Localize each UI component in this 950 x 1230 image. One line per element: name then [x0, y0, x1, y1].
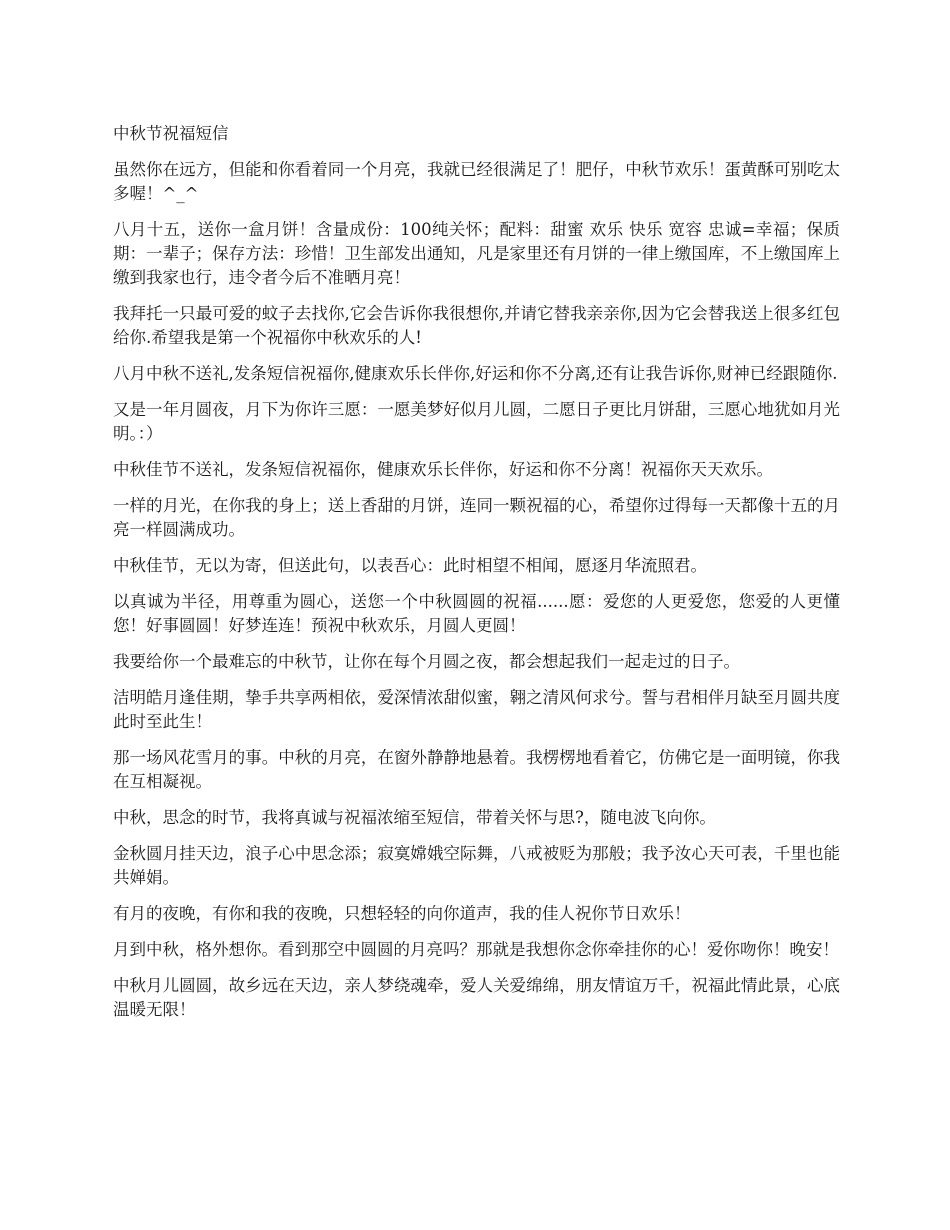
- paragraph: 虽然你在远方，但能和你看着同一个月亮，我就已经很满足了！肥仔，中秋节欢乐！蛋黄酥可别吃太多喔！^_^: [113, 160, 840, 203]
- document-body: [113, 122, 840, 1034]
- paragraph: 我要给你一个最难忘的中秋节，让你在每个月圆之夜，都会想起我们一起走过的日子。: [113, 652, 740, 671]
- paragraph: 那一场风花雪月的事。中秋的月亮，在窗外静静地悬着。我楞楞地看着它，仿佛它是一面明镜，你我在互相凝视。: [113, 748, 840, 791]
- paragraph: 八月中秋不送礼,发条短信祝福你,健康欢乐长伴你,好运和你不分离,还有让我告诉你,财神已经跟随你.: [113, 364, 838, 383]
- paragraph: 洁明皓月逢佳期，挚手共享两相依，爱深情浓甜似蜜，翱之清风何求兮。誓与君相伴月缺至月圆共度此时至此生！: [113, 688, 840, 731]
- paragraph: 月到中秋，格外想你。看到那空中圆圆的月亮吗？那就是我想你念你牵挂你的心！爱你吻你！晚安！: [113, 940, 839, 959]
- paragraph: 以真诚为半径，用尊重为圆心，送您一个中秋圆圆的祝福......愿：爱您的人更爱您，您爱的人更懂您！好事圆圆！好梦连连！预祝中秋欢乐，月圆人更圆！: [113, 592, 840, 635]
- paragraph: 八月十五，送你一盒月饼！含量成份：100纯关怀；配料：甜蜜 欢乐 快乐 宽容 忠诚=幸福；保质期：一辈子；保存方法：珍惜！卫生部发出通知，凡是家里还有月饼的一律上缴国库，不上缴国库上缴到我家也行，违令者今后不准晒月亮！: [113, 220, 840, 287]
- document-title: 中秋节祝福短信: [113, 124, 229, 143]
- paragraph: 一样的月光，在你我的身上；送上香甜的月饼，连同一颗祝福的心，希望你过得每一天都像十五的月亮一样圆满成功。: [113, 496, 840, 539]
- paragraph: 中秋佳节，无以为寄，但送此句，以表吾心：此时相望不相闻，愿逐月华流照君。: [113, 556, 707, 575]
- paragraph: 我拜托一只最可爱的蚊子去找你,它会告诉你我很想你,并请它替我亲亲你,因为它会替我送上很多红包给你.希望我是第一个祝福你中秋欢乐的人!: [113, 304, 840, 347]
- paragraph: 又是一年月圆夜，月下为你许三愿：一愿美梦好似月儿圆，二愿日子更比月饼甜，三愿心地犹如月光明。：）: [113, 400, 840, 443]
- paragraph: 中秋月儿圆圆，故乡远在天边，亲人梦绕魂牵，爱人关爱绵绵，朋友情谊万千，祝福此情此景，心底温暖无限！: [113, 976, 840, 1019]
- paragraph: 中秋佳节不送礼，发条短信祝福你，健康欢乐长伴你，好运和你不分离！祝福你天天欢乐。: [113, 460, 773, 479]
- paragraph: 有月的夜晚，有你和我的夜晚，只想轻轻的向你道声，我的佳人祝你节日欢乐！: [113, 904, 691, 923]
- paragraph: 中秋，思念的时节，我将真诚与祝福浓缩至短信，带着关怀与思?，随电波飞向你。: [113, 808, 716, 827]
- paragraph: 金秋圆月挂天边，浪子心中思念添；寂寞嫦娥空际舞，八戒被贬为那般；我予汝心天可表，千里也能共婵娟。: [113, 844, 840, 887]
